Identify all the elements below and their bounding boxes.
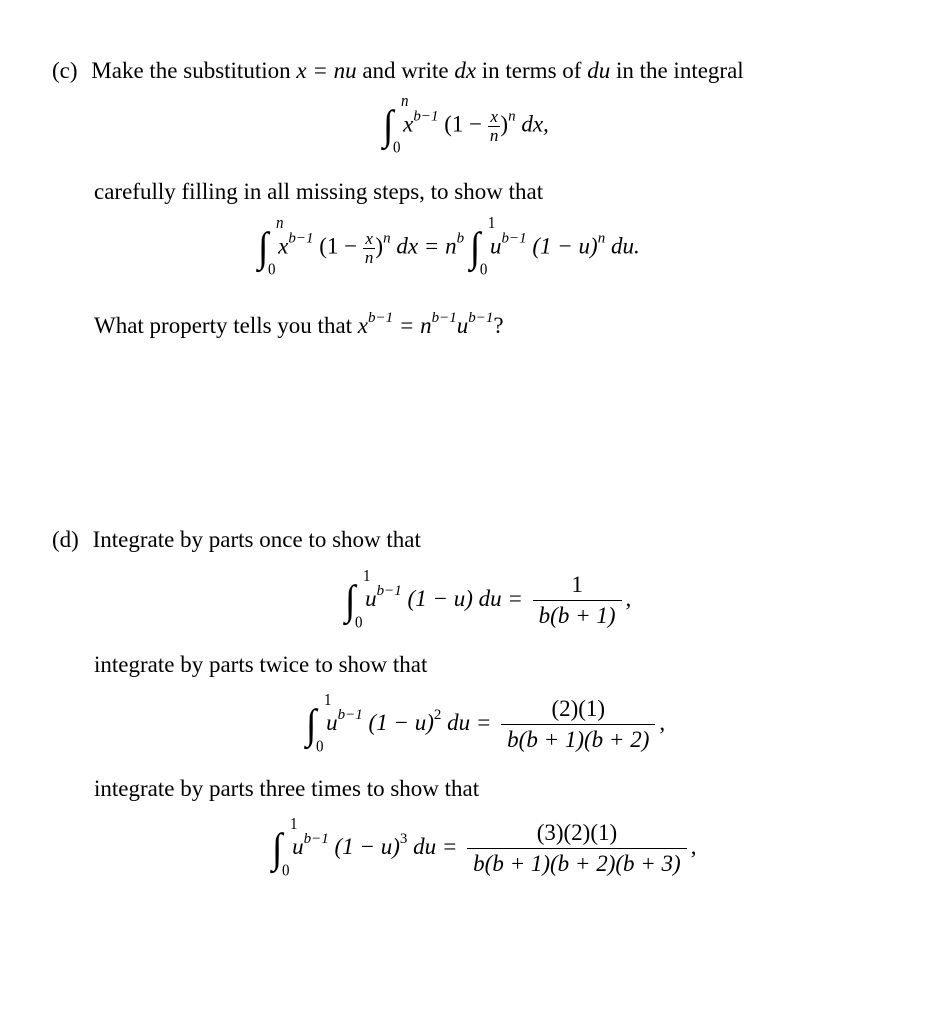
rhs-base: u — [490, 233, 502, 259]
d2-exponent: b−1 — [337, 706, 363, 723]
lower-limit: 0 — [393, 139, 401, 157]
d3-upper-limit: 1 — [290, 815, 298, 834]
fraction-denominator: n — [489, 125, 499, 145]
intro-text-2: and write — [362, 58, 449, 83]
d3-integral-sign: ∫ 1 0 — [272, 815, 298, 880]
d2-tail: , — [659, 709, 666, 735]
d3-tail: , — [690, 833, 697, 859]
rhs-power: n — [597, 230, 606, 247]
part-c-question — [94, 304, 504, 340]
d2-power: 2 — [433, 706, 442, 723]
question-mark: ? — [493, 313, 504, 338]
part-c-intro — [52, 57, 744, 85]
d3-exponent: b−1 — [303, 830, 329, 847]
d2-upper-limit: 1 — [324, 691, 332, 710]
part-d-equation-2 — [306, 691, 666, 756]
part-d-equation-1 — [345, 567, 632, 632]
trailing-dx: dx, — [521, 111, 549, 137]
d3-fraction — [467, 820, 687, 877]
d1-exponent: b−1 — [376, 582, 402, 599]
lhs-factor-open: (1 − — [319, 233, 358, 259]
d1-factor: (1 − u) du = — [407, 585, 523, 611]
intro-text-1: Make the substitution — [91, 58, 291, 83]
integral-sign: ∫ n 0 — [383, 93, 409, 157]
question-text: What property tells you that — [94, 313, 353, 338]
factor-power: n — [508, 108, 516, 125]
integral-sign-rhs: ∫ 1 0 — [469, 215, 496, 279]
question-n-exp: b−1 — [431, 310, 457, 326]
lhs-factor-close: ) — [375, 233, 384, 259]
lhs-fraction-den: n — [364, 247, 374, 267]
lhs-power: n — [383, 230, 391, 247]
integral-sign-lhs: ∫ n 0 — [258, 215, 284, 279]
part-d-equation-3 — [272, 815, 697, 880]
rhs-du: du. — [610, 233, 640, 259]
question-u-exp: b−1 — [468, 310, 494, 326]
part-c-label: (c) — [52, 58, 78, 83]
part-d-line3: integrate by parts three times to show that — [94, 776, 480, 801]
lhs-upper-limit: n — [276, 215, 284, 233]
part-d-line1: Integrate by parts once to show that — [92, 527, 421, 552]
du-symbol: du — [587, 58, 611, 83]
d1-denominator: b(b + 1) — [538, 603, 616, 628]
part-d-intro — [52, 526, 421, 554]
d1-upper-limit: 1 — [363, 567, 371, 586]
question-x-exp: b−1 — [368, 310, 394, 326]
integrand-base: x — [403, 111, 414, 137]
d3-denominator: b(b + 1)(b + 2)(b + 3) — [473, 851, 681, 876]
d3-du: du = — [413, 833, 458, 859]
d1-base: u — [365, 585, 377, 611]
rhs-factor: (1 − u) — [532, 233, 598, 259]
d3-power: 3 — [399, 830, 408, 847]
part-d-line2: integrate by parts twice to show that — [94, 652, 428, 677]
part-c-integral — [383, 93, 549, 157]
d3-numerator: (3)(2)(1) — [467, 820, 687, 849]
d1-numerator: 1 — [533, 572, 622, 601]
question-u: u — [456, 313, 469, 338]
d1-lower-limit: 0 — [355, 613, 363, 632]
d3-lower-limit: 0 — [282, 861, 290, 880]
fraction-numerator: x — [488, 108, 501, 127]
d2-fraction — [501, 696, 655, 753]
d1-tail: , — [625, 585, 632, 611]
factor-close: ) — [500, 111, 509, 137]
lhs-fraction — [363, 230, 376, 267]
d2-numerator: (2)(1) — [501, 696, 655, 725]
d3-base: u — [292, 833, 304, 859]
rhs-coefficient-exp: b — [456, 230, 465, 247]
rhs-coefficient: = n — [423, 233, 457, 259]
d3-factor: (1 − u) — [334, 833, 400, 859]
d2-base: u — [326, 709, 338, 735]
rhs-upper-limit: 1 — [487, 215, 496, 233]
x-over-n-fraction — [488, 108, 501, 145]
factor-open: (1 − — [444, 111, 483, 137]
upper-limit: n — [401, 93, 409, 111]
d2-lower-limit: 0 — [316, 737, 324, 756]
integrand-exponent: b−1 — [413, 108, 439, 125]
lhs-lower-limit: 0 — [268, 261, 276, 279]
d2-denominator: b(b + 1)(b + 2) — [507, 727, 650, 752]
lhs-dx: dx — [396, 233, 419, 259]
lhs-exponent: b−1 — [288, 230, 314, 247]
d2-integral-sign: ∫ 1 0 — [306, 691, 332, 756]
lhs-base: x — [278, 233, 289, 259]
lhs-fraction-num: x — [363, 230, 376, 249]
d2-factor: (1 − u) — [368, 709, 434, 735]
question-x: x — [357, 313, 369, 338]
intro-text-4: in the integral — [615, 58, 744, 83]
part-c-line2: carefully filling in all missing steps, to show that — [94, 179, 544, 204]
d1-fraction — [533, 572, 622, 629]
part-c-equation — [258, 215, 640, 279]
d1-integral-sign: ∫ 1 0 — [345, 567, 371, 632]
d2-du: du = — [447, 709, 492, 735]
substitution-expr: x = nu — [296, 58, 357, 83]
question-n: = n — [398, 313, 432, 338]
rhs-exponent: b−1 — [501, 230, 527, 247]
rhs-lower-limit: 0 — [479, 261, 488, 279]
part-d-label: (d) — [52, 527, 79, 552]
dx-symbol: dx — [454, 58, 477, 83]
intro-text-3: in terms of — [481, 58, 582, 83]
